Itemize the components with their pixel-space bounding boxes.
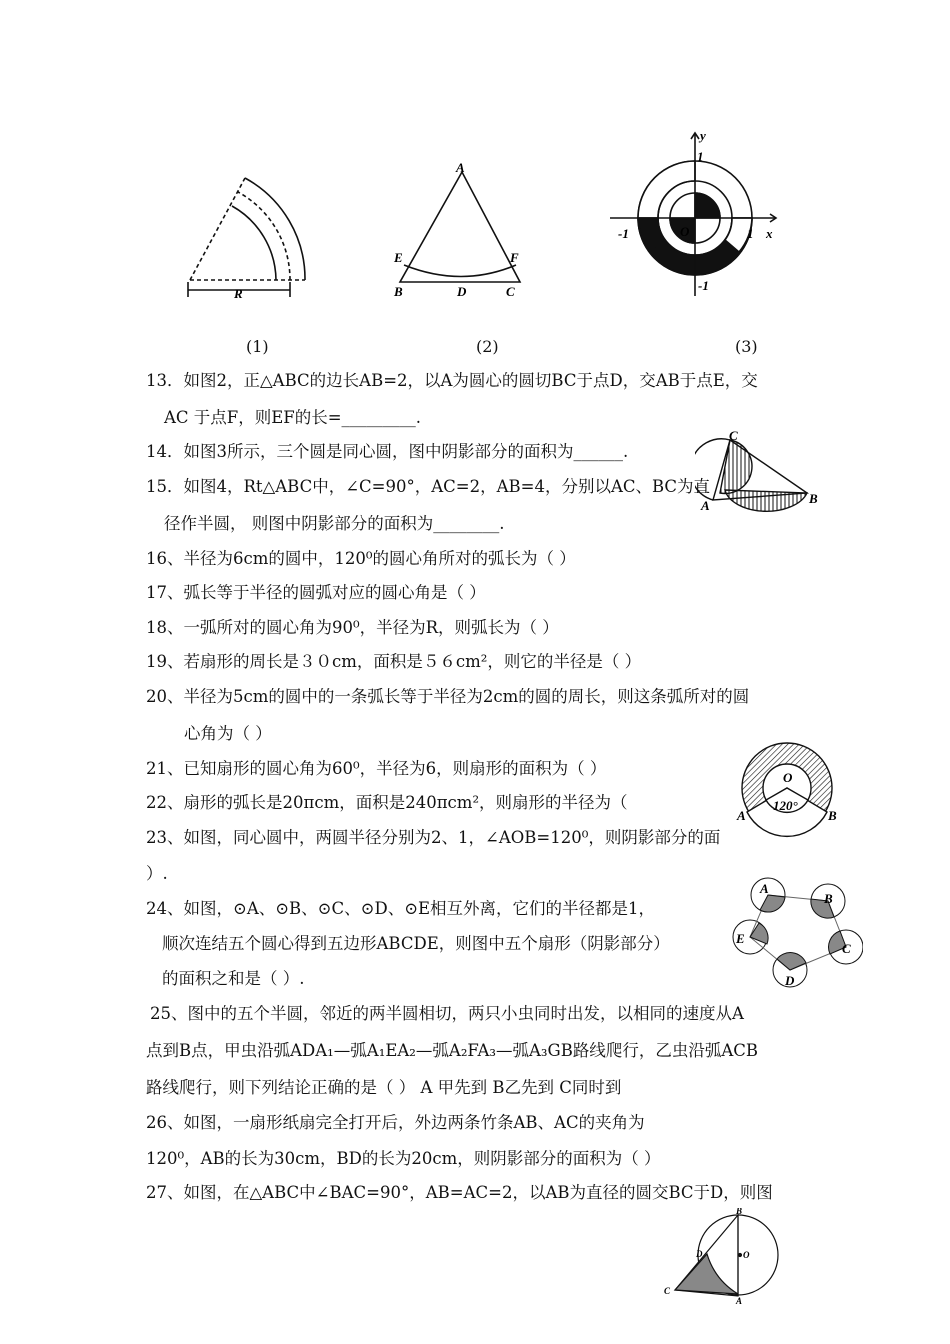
figure-6-label-b: B (824, 891, 833, 906)
figure-6-label-d: D (785, 973, 795, 988)
figure-4-label-c: C (729, 428, 738, 443)
figure-6-label-c: C (842, 941, 851, 956)
figure-7-label-d: D (696, 1249, 703, 1259)
figure-7-label-c: C (664, 1286, 671, 1296)
figure-4-label-b: B (809, 491, 818, 506)
question-23-line-1: 23、如图，同心圆中，两圆半径分别为2、1，∠AOB=120⁰，则阴影部分的面 (146, 828, 721, 847)
figure-5-label-b: B (828, 808, 837, 823)
question-13-line-1: 13．如图2，正△ABC的边长AB=2，以A为圆心的圆切BC于点D，交AB于点E，交 (146, 371, 758, 390)
question-15-line-2: 径作半圆， 则图中阴影部分的面积为________. (164, 514, 505, 533)
figure-3-label-1-right: 1 (747, 226, 754, 241)
figure-2-triangle (390, 160, 530, 300)
figure-7-label-o: O (743, 1250, 750, 1260)
question-20-line-2: 心角为（ ） (184, 724, 272, 743)
figure-4-label-a: A (701, 498, 710, 513)
question-24-line-3: 的面积之和是（ ）. (162, 969, 305, 988)
question-15-line-1: 15．如图4，Rt△ABC中，∠C=90°，AC=2，AB=4，分别以AC、BC为直 (146, 477, 711, 496)
figure-1-sector (180, 170, 320, 305)
figure-6-label-a: A (760, 881, 769, 896)
question-22: 22、扇形的弧长是20πcm，面积是240πcm²，则扇形的半径为（ (146, 793, 628, 812)
figure-6-five-circles (728, 875, 863, 990)
question-23-line-2: ）. (146, 864, 168, 883)
figure-3-label-neg1-bottom: -1 (698, 278, 709, 293)
figure-5-label-angle: 120° (773, 798, 798, 813)
figure-2-label-c: C (506, 284, 515, 299)
figure-2-label-e: E (394, 250, 403, 265)
question-21: 21、已知扇形的圆心角为60⁰，半径为6，则扇形的面积为（ ） (146, 759, 607, 778)
figure-3-caption: (3) (735, 337, 758, 356)
figure-3-concentric-circles (610, 128, 785, 298)
question-26-line-2: 120⁰，AB的长为30cm，BD的长为20cm，则阴影部分的面积为（ ） (146, 1149, 661, 1168)
question-16: 16、半径为6cm的圆中，120⁰的圆心角所对的弧长为（ ） (146, 549, 576, 568)
figure-3-label-1-top: 1 (697, 149, 704, 164)
figure-5-label-o: O (783, 770, 793, 785)
figure-5-label-a: A (737, 808, 746, 823)
figure-2-label-b: B (394, 284, 403, 299)
figure-4-triangle-semicircles (695, 428, 825, 520)
question-13-line-2: AC 于点F，则EF的长=_________. (164, 408, 422, 427)
question-25-line-2: 点到B点，甲虫沿弧ADA₁—弧A₁EA₂—弧A₂FA₃—弧A₃GB路线爬行，乙虫沿弧ACB (146, 1041, 758, 1060)
figure-6-label-e: E (736, 931, 745, 946)
question-17: 17、弧长等于半径的圆弧对应的圆心角是（ ） (146, 583, 486, 602)
question-25-line-1: 25、图中的五个半圆，邻近的两半圆相切，两只小虫同时出发，以相同的速度从A (150, 1004, 744, 1023)
question-18: 18、一弧所对的圆心角为90⁰，半径为R，则弧长为（ ） (146, 618, 559, 637)
question-19: 19、若扇形的周长是３０cm，面积是５６cm²，则它的半径是（ ） (146, 652, 642, 671)
figure-2-label-f: F (510, 250, 519, 265)
figure-1-caption: (1) (246, 337, 269, 356)
figure-1-label-r: R (234, 286, 243, 301)
question-27-line-1: 27、如图，在△ABC中∠BAC=90°，AB=AC=2，以AB为直径的圆交BC于D，则图 (146, 1183, 773, 1202)
question-25-line-3: 路线爬行，则下列结论正确的是（ ） A 甲先到 B乙先到 C同时到 (146, 1078, 622, 1097)
question-14: 14．如图3所示，三个圆是同心圆，图中阴影部分的面积为______. (146, 442, 629, 461)
figure-3-label-y: y (700, 128, 706, 143)
figure-2-label-d: D (457, 284, 467, 299)
figure-2-caption: (2) (476, 337, 499, 356)
question-20-line-1: 20、半径为5cm的圆中的一条弧长等于半径为2cm的圆的周长，则这条弧所对的圆 (146, 687, 750, 706)
figure-7-label-a: A (736, 1296, 743, 1304)
question-24-line-2: 顺次连结五个圆心得到五边形ABCDE，则图中五个扇形（阴影部分） (162, 934, 670, 953)
figure-3-label-neg1-left: -1 (618, 226, 629, 241)
figure-3-label-x: x (766, 226, 773, 241)
question-26-line-1: 26、如图，一扇形纸扇完全打开后，外边两条竹条AB、AC的夹角为 (146, 1113, 645, 1132)
figure-7-label-b: B (736, 1208, 743, 1216)
question-24-line-1: 24、如图，⊙A、⊙B、⊙C、⊙D、⊙E相互外离，它们的半径都是1， (146, 899, 656, 918)
figure-3-label-o: O (680, 224, 690, 239)
figure-2-label-a: A (456, 160, 465, 175)
figure-5-annulus (735, 740, 840, 840)
figure-7-circle-triangle (660, 1208, 790, 1304)
